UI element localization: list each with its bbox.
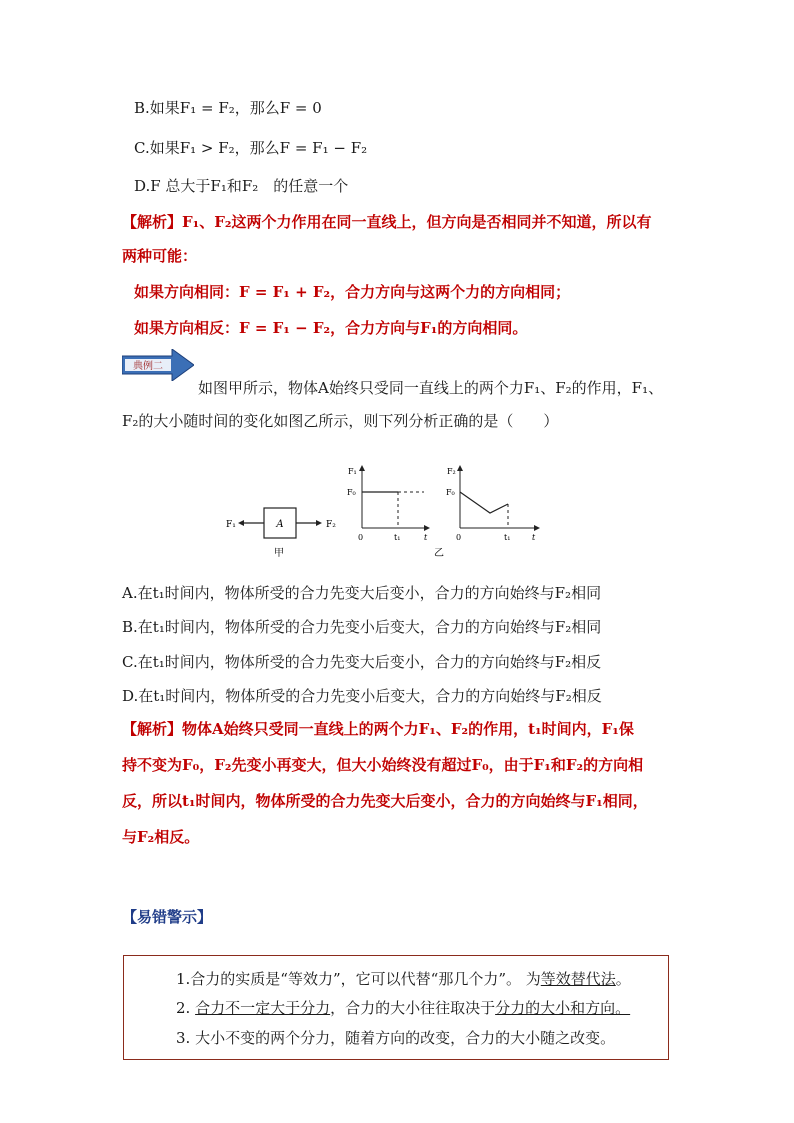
warning-box: [123, 955, 669, 1060]
option-a: A.在t₁时间内，物体所受的合力先变大后变小，合力的方向始终与F₂相同: [122, 584, 602, 602]
warning-item-1: [176, 968, 631, 989]
analysis-2-line-3: 反，所以t₁时间内，物体所受的合力先变大后变小，合力的方向始终与F₁相同，: [122, 792, 648, 810]
example-badge-arrow-icon: [122, 349, 194, 381]
graph2-ylabel: F₂: [447, 467, 456, 476]
analysis-2-text: 物体A始终只受同一直线上的两个力F₁、F₂的作用，t₁时间内，F₁保: [182, 720, 634, 738]
option-d: D.在t₁时间内，物体所受的合力先变小后变大，合力的方向始终与F₂相反: [122, 687, 602, 705]
warning-item-1-end: 。: [615, 970, 631, 988]
warning-item-2-text: ，合力的大小往往取决于: [330, 999, 496, 1017]
analysis-2-line-2: 持不变为F₀，F₂先变小再变大，但大小始终没有超过F₀，由于F₁和F₂的方向相: [122, 756, 644, 774]
question-line-2: F₂的大小随时间的变化如图乙所示，则下列分析正确的是（ ）: [122, 412, 559, 430]
warning-item-2: [176, 997, 630, 1018]
analysis-label: 【解析】: [122, 213, 183, 231]
right-force-label: F₂: [326, 520, 336, 530]
graph-f2: [434, 465, 540, 559]
option-c: C.在t₁时间内，物体所受的合力先变大后变小，合力的方向始终与F₂相反: [122, 653, 602, 671]
graph2-origin: 0: [456, 533, 462, 542]
graph2-t1: t₁: [504, 533, 511, 542]
warning-item-2-underline-2: 分力的大小和方向。: [495, 999, 631, 1017]
graph-f1: [347, 465, 430, 542]
analysis-1-line-2: 两种可能：: [122, 247, 198, 265]
graph1-origin: 0: [358, 533, 364, 542]
option-b-prev: B.如果F₁ = F₂，那么F = 0: [134, 99, 322, 117]
force-figure: [222, 462, 562, 562]
analysis-1-line-1: [122, 211, 651, 232]
question-line-1: 如图甲所示，物体A始终只受同一直线上的两个力F₁、F₂的作用，F₁、: [198, 379, 664, 397]
warning-item-1-text: 1.合力的实质是“等效力”，它可以代替“那几个力”。 为: [176, 970, 541, 988]
caption-jia: 甲: [274, 548, 284, 559]
analysis-text: F₁、F₂这两个力作用在同一直线上，但方向是否相同并不知道，所以有: [182, 213, 652, 231]
graph1-t1: t₁: [394, 533, 401, 542]
warning-item-3: 3. 大小不变的两个分力，随着方向的改变，合力的大小随之改变。: [176, 1029, 616, 1047]
option-b: B.在t₁时间内，物体所受的合力先变小后变大，合力的方向始终与F₂相同: [122, 618, 602, 636]
caption-yi: 乙: [434, 548, 444, 559]
option-c-prev: C.如果F₁ > F₂，那么F = F₁ − F₂: [134, 139, 368, 157]
graph2-f0: F₀: [446, 488, 455, 497]
analysis-2-line-4: 与F₂相反。: [122, 828, 200, 846]
analysis-2-line-1: [122, 718, 634, 739]
warning-title: 【易错警示】: [122, 908, 213, 926]
graph1-f0: F₀: [347, 488, 356, 497]
option-d-prev: D.F 总大于F₁和F₂ 的任意一个: [134, 177, 349, 195]
figure-jia: [226, 508, 336, 559]
graph2-t: t: [532, 533, 536, 542]
warning-item-2-underline-1: 合力不一定大于分力: [195, 999, 331, 1017]
example-badge-label: 典例二: [133, 361, 163, 372]
left-force-label: F₁: [226, 520, 236, 530]
analysis-2-label: 【解析】: [122, 720, 183, 738]
analysis-1-line-4: 如果方向相反：F = F₁ − F₂，合力方向与F₁的方向相同。: [134, 319, 528, 337]
box-label: A: [276, 519, 284, 530]
graph1-ylabel: F₁: [348, 467, 357, 476]
analysis-1-line-3: 如果方向相同：F = F₁ + F₂，合力方向与这两个力的方向相同；: [134, 283, 571, 301]
warning-item-1-underline: 等效替代法: [540, 970, 616, 988]
warning-item-2-num: 2.: [176, 999, 196, 1017]
graph1-t: t: [424, 533, 428, 542]
